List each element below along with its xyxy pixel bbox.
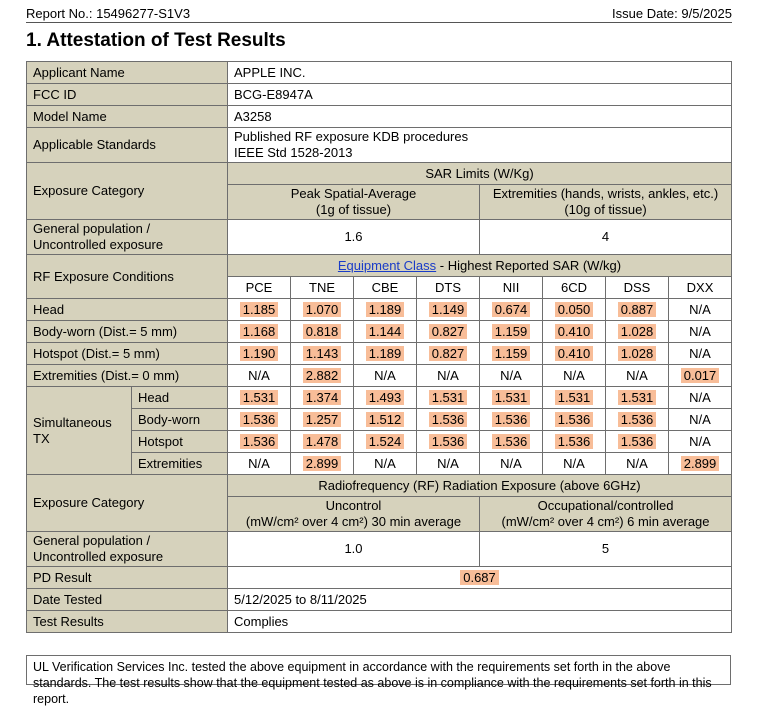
equipment-class-column: TNE xyxy=(291,277,354,299)
sar-value: N/A xyxy=(689,323,711,339)
simul-line-2: TX xyxy=(33,430,50,446)
table-row xyxy=(27,365,732,387)
pd-general-population-label xyxy=(27,532,228,567)
equipment-class-column: DTS xyxy=(417,277,480,299)
sar-value: 1.531 xyxy=(618,390,657,405)
sar-value-cell xyxy=(417,321,480,343)
sar-value: 1.536 xyxy=(555,412,594,427)
peak-line-1: Peak Spatial-Average xyxy=(290,186,417,201)
sar-value: 1.159 xyxy=(492,346,531,361)
sar-value: 1.144 xyxy=(366,324,405,339)
sar-value: 1.531 xyxy=(555,390,594,405)
sar-value: 1.374 xyxy=(303,390,342,405)
sar-value: N/A xyxy=(437,367,459,383)
rf-conditions-label: RF Exposure Conditions xyxy=(27,255,228,299)
uncontrol-header xyxy=(228,497,480,532)
table-row xyxy=(27,453,732,475)
sar-gp-ext-value: 4 xyxy=(480,220,732,255)
model-value: A3258 xyxy=(228,106,732,128)
standards-value xyxy=(228,128,732,163)
sar-value: 1.524 xyxy=(366,434,405,449)
sar-value: 1.028 xyxy=(618,346,657,361)
sar-value-cell xyxy=(606,453,669,475)
sar-value-cell xyxy=(669,431,732,453)
standards-line-1: Published RF exposure KDB procedures xyxy=(234,129,469,144)
sar-value: 2.899 xyxy=(303,456,342,471)
sar-value: 1.536 xyxy=(555,434,594,449)
sar-value: 0.887 xyxy=(618,302,657,317)
sar-value: N/A xyxy=(626,455,648,471)
sar-value: 1.536 xyxy=(240,434,279,449)
applicant-label: Applicant Name xyxy=(27,62,228,84)
sar-value-cell xyxy=(606,431,669,453)
table-row xyxy=(27,431,732,453)
pd-gp-line-2: Uncontrolled exposure xyxy=(33,549,164,564)
sar-value: 1.257 xyxy=(303,412,342,427)
sar-value-cell xyxy=(606,321,669,343)
sar-value-cell xyxy=(480,453,543,475)
sar-value: 2.899 xyxy=(681,456,720,471)
sar-value-cell xyxy=(354,365,417,387)
sar-value: N/A xyxy=(689,345,711,361)
sar-value-cell xyxy=(291,365,354,387)
report-header xyxy=(26,6,732,23)
sar-value: N/A xyxy=(248,455,270,471)
sar-value-cell xyxy=(354,387,417,409)
sar-value: 1.168 xyxy=(240,324,279,339)
sar-value-cell xyxy=(417,409,480,431)
date-tested-value: 5/12/2025 to 8/11/2025 xyxy=(228,589,732,611)
sar-value-cell xyxy=(480,299,543,321)
equipment-class-column: CBE xyxy=(354,277,417,299)
attestation-table xyxy=(26,61,732,633)
sar-value-cell xyxy=(669,365,732,387)
page-title: 1. Attestation of Test Results xyxy=(26,30,286,51)
uncontrol-line-2: (mW/cm² over 4 cm²) 30 min average xyxy=(245,514,462,529)
table-row xyxy=(27,343,732,365)
test-results-label: Test Results xyxy=(27,611,228,633)
sar-value-cell xyxy=(543,431,606,453)
sar-value-cell xyxy=(291,299,354,321)
sar-value: N/A xyxy=(689,433,711,449)
sar-value-cell xyxy=(228,321,291,343)
sar-value-cell xyxy=(669,387,732,409)
table-row xyxy=(27,299,732,321)
sar-value: N/A xyxy=(689,389,711,405)
sar-value-cell xyxy=(291,343,354,365)
sar-value-cell xyxy=(228,453,291,475)
sar-gp-peak-value: 1.6 xyxy=(228,220,480,255)
occ-line-2: (mW/cm² over 4 cm²) 6 min average xyxy=(501,514,710,529)
pd-result-cell xyxy=(228,567,732,589)
sar-value: 0.050 xyxy=(555,302,594,317)
sar-value: 1.189 xyxy=(366,346,405,361)
sar-value: N/A xyxy=(500,367,522,383)
sar-value-cell xyxy=(291,321,354,343)
sar-value-cell xyxy=(417,387,480,409)
equipment-class-column: PCE xyxy=(228,277,291,299)
sar-value: 1.536 xyxy=(240,412,279,427)
sar-value: 0.410 xyxy=(555,324,594,339)
simultaneous-tx-label xyxy=(27,387,132,475)
sar-value-cell xyxy=(669,321,732,343)
sar-value-cell xyxy=(354,299,417,321)
sar-value: 0.017 xyxy=(681,368,720,383)
sar-value-cell xyxy=(354,453,417,475)
sar-value: 1.143 xyxy=(303,346,342,361)
simul-condition-label: Extremities xyxy=(132,453,228,475)
sar-value-cell xyxy=(291,431,354,453)
sar-value-cell xyxy=(480,321,543,343)
condition-label: Body-worn (Dist.= 5 mm) xyxy=(27,321,228,343)
standards-label: Applicable Standards xyxy=(27,128,228,163)
occ-line-1: Occupational/controlled xyxy=(537,498,674,513)
equipment-class-column: DXX xyxy=(669,277,732,299)
simul-condition-label: Head xyxy=(132,387,228,409)
pd-result-label: PD Result xyxy=(27,567,228,589)
peak-spatial-average-header xyxy=(228,185,480,220)
sar-value: N/A xyxy=(689,301,711,317)
sar-value-cell xyxy=(669,343,732,365)
sar-value-cell xyxy=(417,453,480,475)
sar-value-cell xyxy=(669,409,732,431)
sar-value: 1.028 xyxy=(618,324,657,339)
sar-value: N/A xyxy=(626,367,648,383)
sar-value-cell xyxy=(480,387,543,409)
sar-value: 1.512 xyxy=(366,412,405,427)
condition-label: Head xyxy=(27,299,228,321)
test-results-value: Complies xyxy=(228,611,732,633)
sar-value-cell xyxy=(606,299,669,321)
sar-value-cell xyxy=(354,431,417,453)
sar-general-population-label xyxy=(27,220,228,255)
sar-value: N/A xyxy=(437,455,459,471)
sar-value-cell xyxy=(417,299,480,321)
sar-value-cell xyxy=(228,343,291,365)
sar-value: 1.536 xyxy=(429,412,468,427)
sar-value: N/A xyxy=(689,411,711,427)
simul-condition-label: Body-worn xyxy=(132,409,228,431)
sar-value-cell xyxy=(606,365,669,387)
sar-value: 1.536 xyxy=(492,412,531,427)
equipment-class-column: 6CD xyxy=(543,277,606,299)
extremities-header xyxy=(480,185,732,220)
sar-value-cell xyxy=(228,431,291,453)
sar-value-cell xyxy=(417,365,480,387)
pd-gp-occ-value: 5 xyxy=(480,532,732,567)
sar-value-cell xyxy=(291,387,354,409)
report-number: Report No.: 15496277-S1V3 xyxy=(26,6,191,21)
applicant-value: APPLE INC. xyxy=(228,62,732,84)
sar-value: 1.478 xyxy=(303,434,342,449)
simul-line-1: Simultaneous xyxy=(33,414,112,430)
sar-value: 1.531 xyxy=(240,390,279,405)
sar-value: 0.410 xyxy=(555,346,594,361)
sar-value: 0.818 xyxy=(303,324,342,339)
sar-value-cell xyxy=(543,299,606,321)
sar-value-cell xyxy=(228,299,291,321)
fcc-id-value: BCG-E8947A xyxy=(228,84,732,106)
sar-value: 1.536 xyxy=(618,434,657,449)
sar-value: N/A xyxy=(248,367,270,383)
pd-gp-uncontrol-value: 1.0 xyxy=(228,532,480,567)
sar-value: 1.190 xyxy=(240,346,279,361)
sar-value: 2.882 xyxy=(303,368,342,383)
sar-value-cell xyxy=(417,343,480,365)
sar-value-cell xyxy=(228,409,291,431)
sar-value-cell xyxy=(480,431,543,453)
equipment-class-column: DSS xyxy=(606,277,669,299)
sar-value-cell xyxy=(543,343,606,365)
sar-value: 1.070 xyxy=(303,302,342,317)
sar-value-cell xyxy=(543,365,606,387)
sar-value: 1.185 xyxy=(240,302,279,317)
sar-value: N/A xyxy=(563,367,585,383)
sar-value-cell xyxy=(354,343,417,365)
sar-value-cell xyxy=(543,387,606,409)
sar-value: 1.531 xyxy=(492,390,531,405)
sar-value: 1.189 xyxy=(366,302,405,317)
equipment-class-column: NII xyxy=(480,277,543,299)
sar-value-cell xyxy=(354,409,417,431)
table-row xyxy=(27,387,732,409)
sar-value-cell xyxy=(228,387,291,409)
pd-result-value: 0.687 xyxy=(460,570,499,585)
sar-value: N/A xyxy=(500,455,522,471)
simul-condition-label: Hotspot xyxy=(132,431,228,453)
sar-value: N/A xyxy=(374,367,396,383)
sar-value-cell xyxy=(417,431,480,453)
sar-value-cell xyxy=(669,453,732,475)
table-row xyxy=(27,321,732,343)
sar-value: N/A xyxy=(563,455,585,471)
peak-line-2: (1g of tissue) xyxy=(315,202,392,217)
pd-gp-line-1: General population / xyxy=(33,533,151,548)
table-row xyxy=(27,409,732,431)
gp-line-2: Uncontrolled exposure xyxy=(33,237,164,252)
footer-statement: UL Verification Services Inc. tested the above equipment in accordance with the requirements set forth in the above standards. The test results show that the equipment tested as above is in compliance with the requirements set forth in this report. xyxy=(26,655,731,685)
equipment-class-rest: - Highest Reported SAR (W/kg) xyxy=(436,257,622,273)
sar-value: 0.827 xyxy=(429,346,468,361)
sar-value-cell xyxy=(480,343,543,365)
equipment-class-header xyxy=(228,255,732,277)
sar-value: N/A xyxy=(374,455,396,471)
standards-line-2: IEEE Std 1528-2013 xyxy=(234,145,353,160)
sar-value-cell xyxy=(606,343,669,365)
sar-value: 0.827 xyxy=(429,324,468,339)
uncontrol-line-1: Uncontrol xyxy=(325,498,382,513)
occupational-header xyxy=(480,497,732,532)
condition-label: Hotspot (Dist.= 5 mm) xyxy=(27,343,228,365)
gp-line-1: General population / xyxy=(33,221,151,236)
sar-value-cell xyxy=(543,453,606,475)
sar-value: 1.536 xyxy=(492,434,531,449)
date-tested-label: Date Tested xyxy=(27,589,228,611)
sar-value-cell xyxy=(543,321,606,343)
sar-value-cell xyxy=(228,365,291,387)
sar-value: 1.149 xyxy=(429,302,468,317)
sar-value-cell xyxy=(480,365,543,387)
ext-line-1: Extremities (hands, wrists, ankles, etc.) xyxy=(492,186,719,201)
sar-value-cell xyxy=(291,409,354,431)
model-label: Model Name xyxy=(27,106,228,128)
sar-value-cell xyxy=(354,321,417,343)
sar-value: 1.536 xyxy=(618,412,657,427)
sar-value: 1.159 xyxy=(492,324,531,339)
ext-line-2: (10g of tissue) xyxy=(564,202,647,217)
issue-date: Issue Date: 9/5/2025 xyxy=(612,6,732,21)
sar-exposure-category-label: Exposure Category xyxy=(27,163,228,220)
sar-value: 1.536 xyxy=(429,434,468,449)
sar-value-cell xyxy=(606,409,669,431)
condition-label: Extremities (Dist.= 0 mm) xyxy=(27,365,228,387)
fcc-id-label: FCC ID xyxy=(27,84,228,106)
sar-value-cell xyxy=(543,409,606,431)
sar-value-cell xyxy=(291,453,354,475)
sar-value-cell xyxy=(480,409,543,431)
sar-value-cell xyxy=(606,387,669,409)
sar-limits-header: SAR Limits (W/Kg) xyxy=(228,163,732,185)
sar-value-cell xyxy=(669,299,732,321)
pd-header: Radiofrequency (RF) Radiation Exposure (above 6GHz) xyxy=(228,475,732,497)
sar-value: 0.674 xyxy=(492,302,531,317)
equipment-class-link[interactable]: Equipment Class xyxy=(337,257,437,273)
pd-exposure-category-label: Exposure Category xyxy=(27,475,228,532)
sar-value: 1.531 xyxy=(429,390,468,405)
sar-value: 1.493 xyxy=(366,390,405,405)
